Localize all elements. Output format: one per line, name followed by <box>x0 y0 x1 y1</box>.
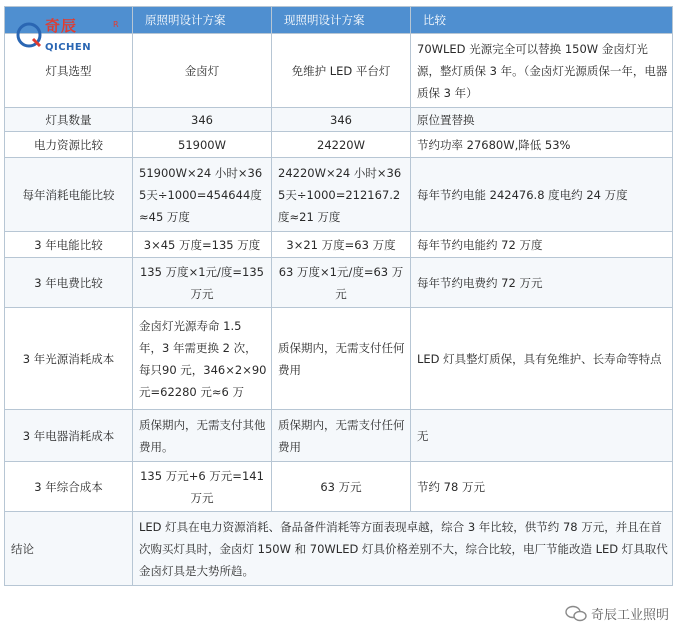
watermark-text: 奇辰工业照明 <box>590 608 669 623</box>
original-value: 346 <box>133 108 272 132</box>
new-value: 24220W×24 小时×365天÷1000=212167.2 度≈21 万度 <box>272 158 411 232</box>
table-row <box>5 232 673 258</box>
table-row <box>5 132 673 158</box>
comparison-value: 70WLED 光源完全可以替换 150W 金卤灯光源，整灯质保 3 年。（金卤灯光源质保一年，电器质保 3 年） <box>411 34 673 108</box>
original-value: 135 万度×1元/度=135万元 <box>133 258 272 308</box>
logo-chinese-name: 奇辰 <box>45 17 78 35</box>
conclusion-row <box>5 512 673 586</box>
comparison-value: 节约功率 27680W,降低 53% <box>411 132 673 158</box>
new-value: 24220W <box>272 132 411 158</box>
row-label: 3 年电费比较 <box>5 258 133 308</box>
row-label: 3 年电能比较 <box>5 232 133 258</box>
new-value: 3×21 万度=63 万度 <box>272 232 411 258</box>
comparison-value: 每年节约电费约 72 万元 <box>411 258 673 308</box>
new-value: 质保期内，无需支付任何费用 <box>272 308 411 410</box>
row-label: 灯具数量 <box>5 108 133 132</box>
conclusion-text: LED 灯具在电力资源消耗、备品备件消耗等方面表现卓越，综合 3 年比较，供节约 78 万元，并且在首次购买灯具时，金卤灯 150W 和 70WLED 灯具价格差别不大，综合比较，电厂节能改造 LED 灯具取代金卤灯具是大势所趋。 <box>133 512 673 586</box>
original-value: 金卤灯光源寿命 1.5 年，3 年需更换 2 次，每只90 元，346×2×90 元=62280 元≈6 万 <box>133 308 272 410</box>
table-row <box>5 258 673 308</box>
row-label: 灯具选型 <box>5 34 133 108</box>
comparison-value: 无 <box>411 410 673 462</box>
row-label: 每年消耗电能比较 <box>5 158 133 232</box>
original-value: 51900W×24 小时×365天÷1000=454644度≈45 万度 <box>133 158 272 232</box>
wechat-icon <box>565 605 587 623</box>
row-label: 3 年光源消耗成本 <box>5 308 133 410</box>
new-value: 63 万度×1元/度=63 万元 <box>272 258 411 308</box>
original-value: 质保期内，无需支付其他费用。 <box>133 410 272 462</box>
comparison-value: 节约 78 万元 <box>411 462 673 512</box>
comparison-value: 每年节约电能 242476.8 度电约 24 万度 <box>411 158 673 232</box>
original-value: 51900W <box>133 132 272 158</box>
original-value: 135 万元+6 万元=141万元 <box>133 462 272 512</box>
table-row <box>5 410 673 462</box>
row-label: 3 年电器消耗成本 <box>5 410 133 462</box>
header-original-plan: 原照明设计方案 <box>133 7 272 34</box>
header-comparison: 比较 <box>411 7 673 34</box>
new-value: 63 万元 <box>272 462 411 512</box>
comparison-value: 原位置替换 <box>411 108 673 132</box>
logo-q-icon <box>15 21 43 49</box>
watermark <box>565 604 669 623</box>
table-row <box>5 158 673 232</box>
comparison-value: LED 灯具整灯质保，具有免维护、长寿命等特点 <box>411 308 673 410</box>
comparison-value: 每年节约电能约 72 万度 <box>411 232 673 258</box>
table-header-row <box>5 7 673 34</box>
table-row <box>5 108 673 132</box>
registered-mark: R <box>113 20 119 29</box>
row-label: 电力资源比较 <box>5 132 133 158</box>
new-value: 346 <box>272 108 411 132</box>
header-new-plan: 现照明设计方案 <box>272 7 411 34</box>
table-row <box>5 462 673 512</box>
logo-english-name: QICHEN <box>45 42 92 53</box>
original-value: 3×45 万度=135 万度 <box>133 232 272 258</box>
logo-cell <box>5 7 133 53</box>
original-value: 金卤灯 <box>133 34 272 108</box>
table-row <box>5 308 673 410</box>
comparison-document <box>4 6 672 586</box>
lighting-comparison-table <box>4 6 673 586</box>
qichen-logo <box>11 11 121 55</box>
new-value: 免维护 LED 平台灯 <box>272 34 411 108</box>
conclusion-label: 结论 <box>5 512 133 586</box>
row-label: 3 年综合成本 <box>5 462 133 512</box>
new-value: 质保期内，无需支付任何费用 <box>272 410 411 462</box>
